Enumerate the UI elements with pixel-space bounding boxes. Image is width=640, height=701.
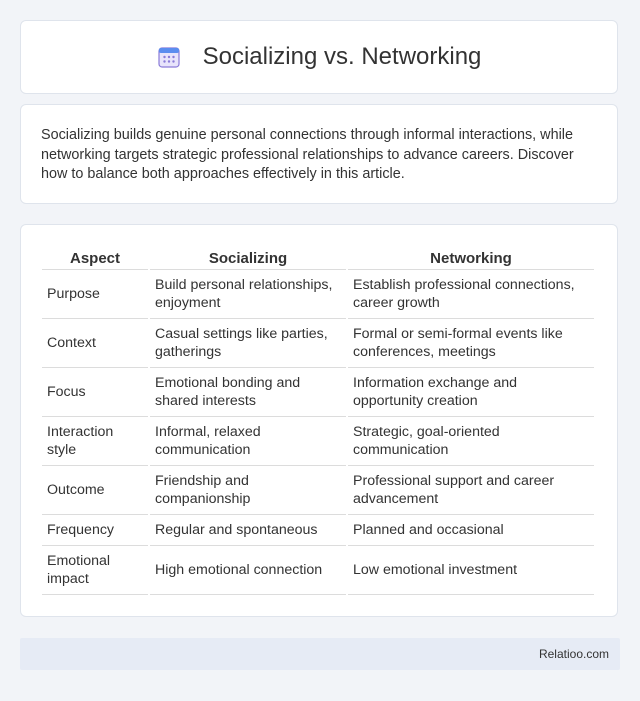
row-aspect: Frequency (42, 515, 148, 546)
row-socializing: Casual settings like parties, gatherings (150, 319, 346, 368)
row-socializing: Informal, relaxed communication (150, 417, 346, 466)
row-networking: Formal or semi-formal events like conferences, meetings (348, 319, 594, 368)
comparison-table (40, 247, 596, 595)
intro-text: Socializing builds genuine personal connections through informal interactions, while networking targets strategic professional relationships to advance careers. Discover how to balance both approaches effectively in this article. (41, 127, 574, 182)
row-aspect: Outcome (42, 466, 148, 515)
row-socializing: Emotional bonding and shared interests (150, 368, 346, 417)
intro-card (20, 104, 618, 204)
row-networking: Establish professional connections, career growth (348, 270, 594, 319)
header-socializing: Socializing (150, 247, 346, 270)
table-row (42, 417, 594, 466)
row-aspect: Interaction style (42, 417, 148, 466)
page-title: Socializing vs. Networking (202, 43, 482, 70)
row-socializing: Build personal relationships, enjoyment (150, 270, 346, 319)
row-socializing: Regular and spontaneous (150, 515, 346, 546)
row-aspect: Emotional impact (42, 546, 148, 595)
footer (20, 638, 620, 670)
row-networking: Planned and occasional (348, 515, 594, 546)
row-networking: Professional support and career advancement (348, 466, 594, 515)
row-socializing: High emotional connection (150, 546, 346, 595)
title-card (20, 20, 618, 94)
row-aspect: Focus (42, 368, 148, 417)
table-row (42, 270, 594, 319)
calendar-icon (157, 45, 181, 69)
header-aspect: Aspect (42, 247, 148, 270)
table-row (42, 546, 594, 595)
row-networking: Low emotional investment (348, 546, 594, 595)
footer-site[interactable]: Relatioo.com (538, 647, 609, 661)
row-networking: Information exchange and opportunity creation (348, 368, 594, 417)
header-networking: Networking (348, 247, 594, 270)
table-row (42, 319, 594, 368)
row-aspect: Context (42, 319, 148, 368)
comparison-card (20, 224, 618, 617)
row-socializing: Friendship and companionship (150, 466, 346, 515)
row-networking: Strategic, goal-oriented communication (348, 417, 594, 466)
table-row (42, 368, 594, 417)
table-row (42, 466, 594, 515)
table-row (42, 515, 594, 546)
row-aspect: Purpose (42, 270, 148, 319)
table-header-row (42, 247, 594, 270)
